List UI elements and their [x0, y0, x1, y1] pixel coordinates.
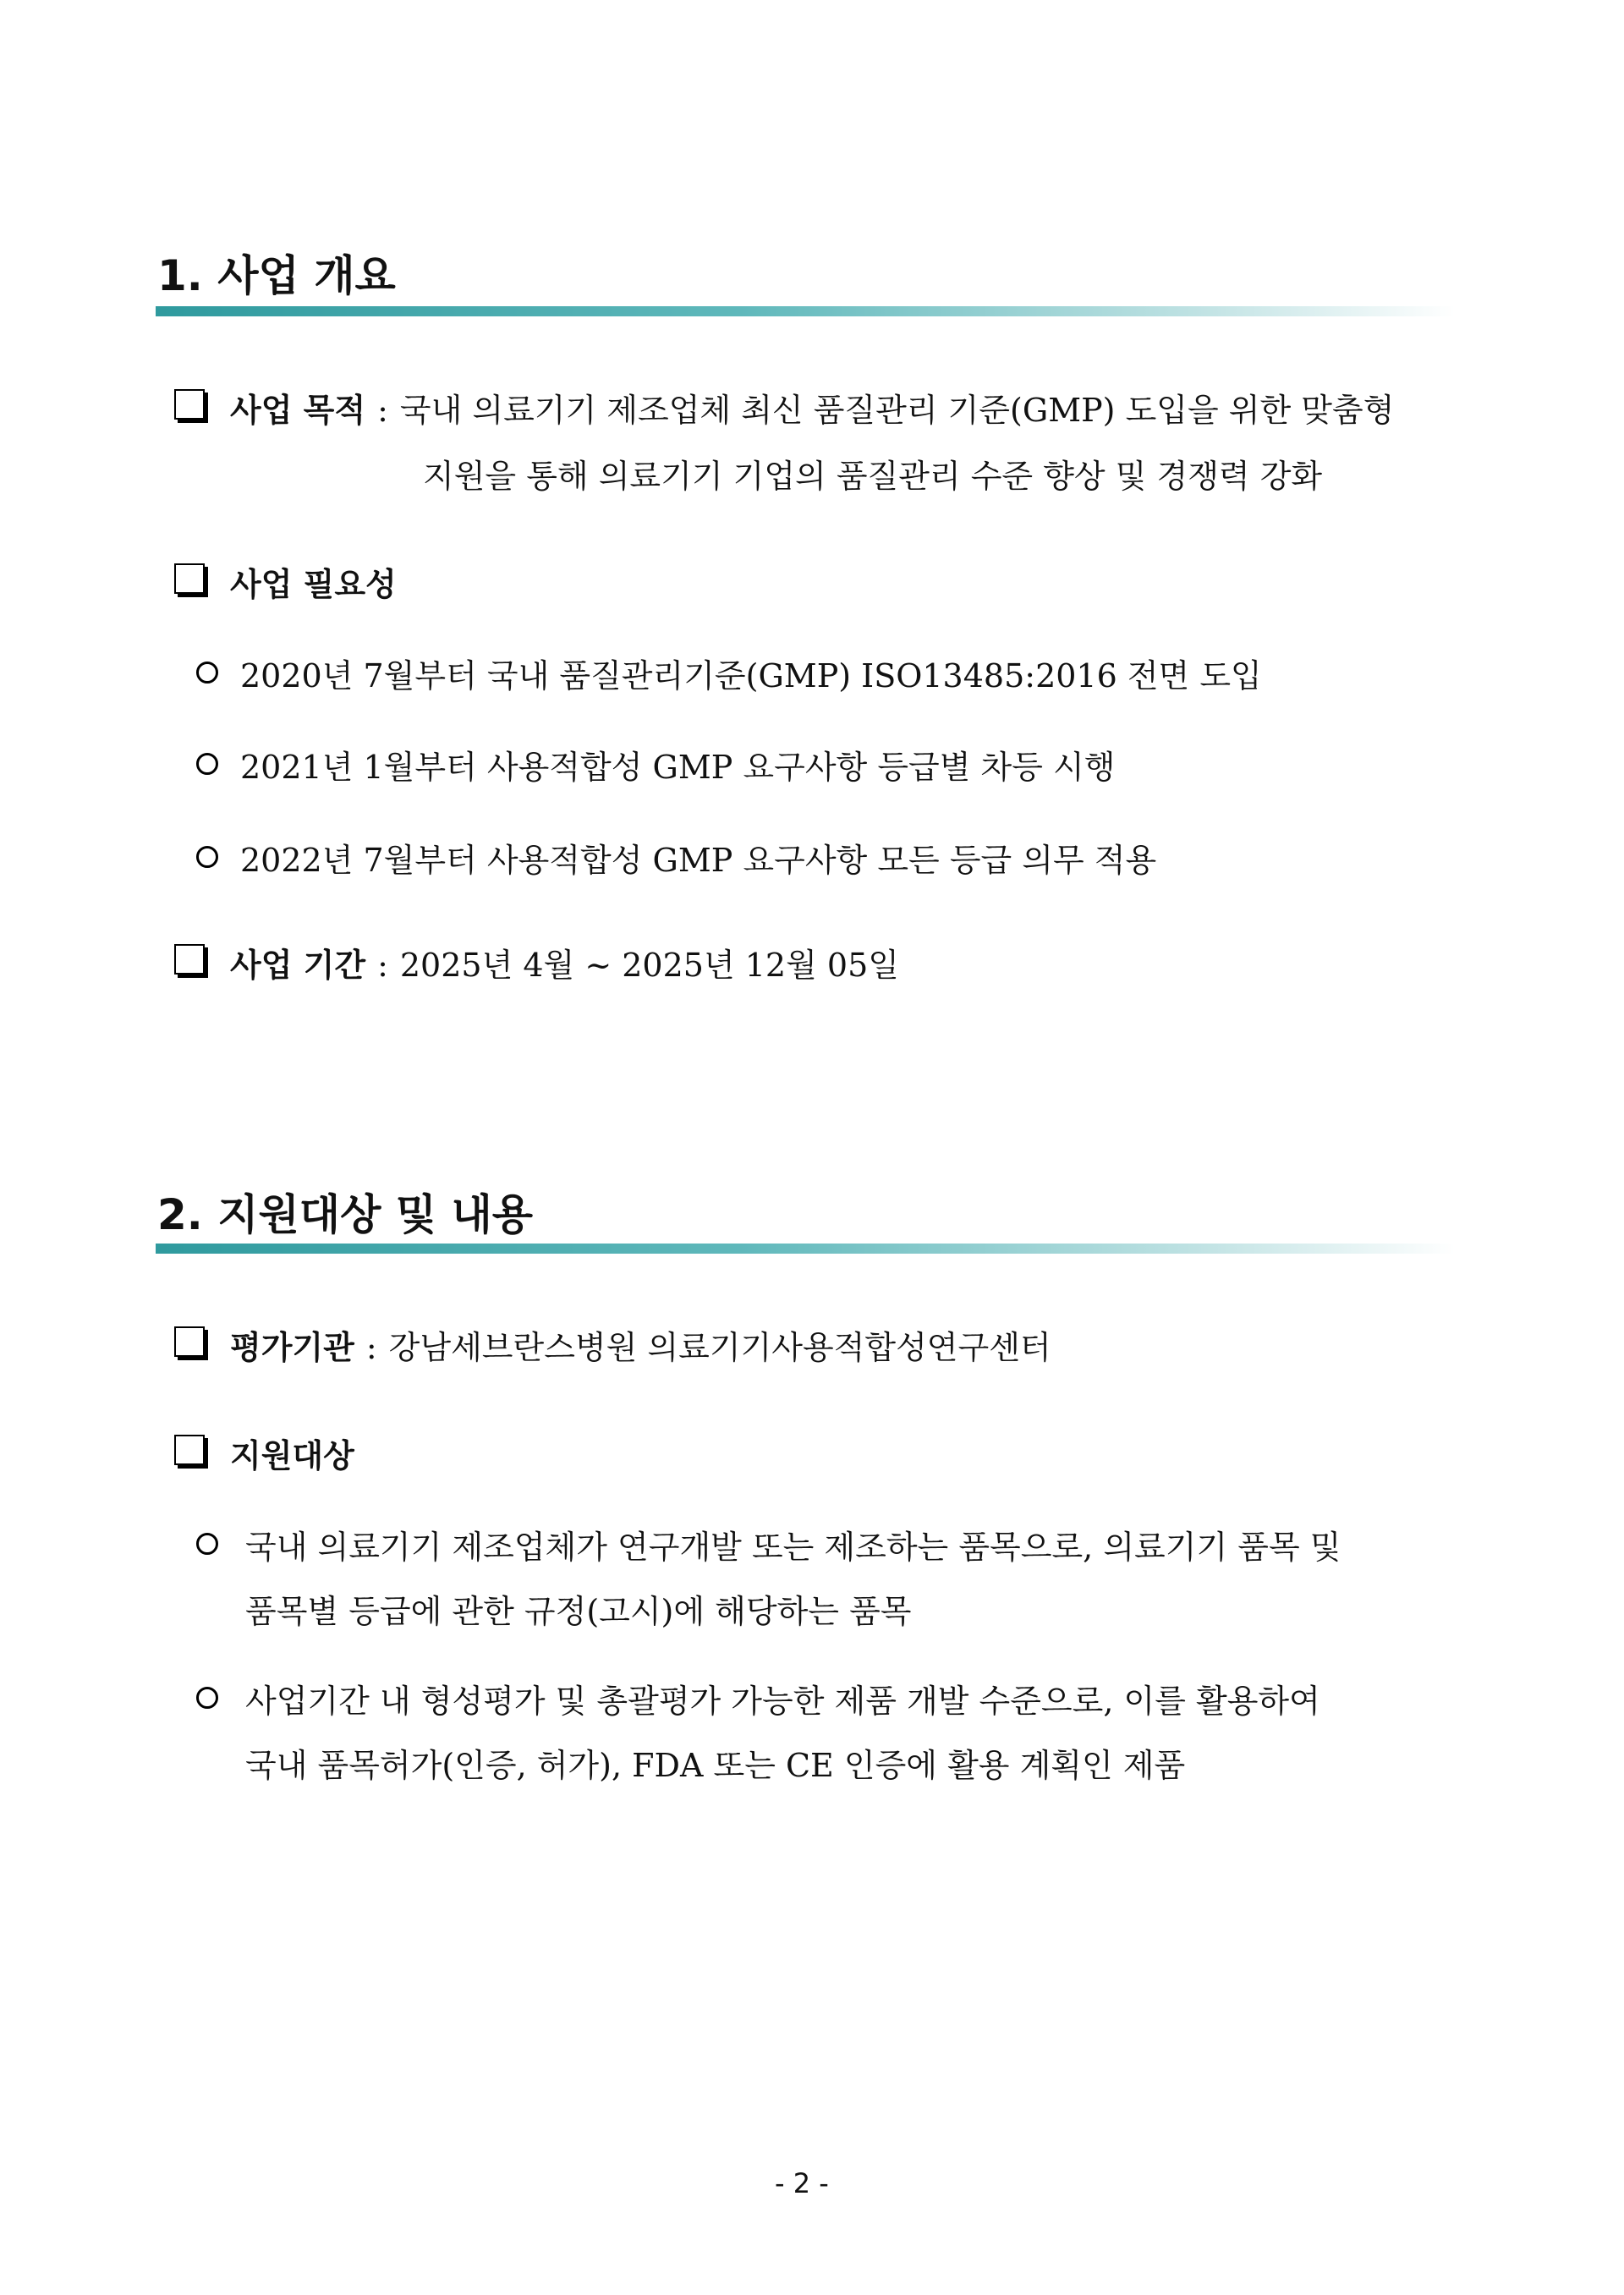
necessity-item-2: 2021년 1월부터 사용적합성 GMP 요구사항 등급별 차등 시행	[240, 749, 1116, 786]
purpose-text-1: 국내 의료기기 제조업체 최신 품질관리 기준(GMP) 도입을 위한 맞춤형	[399, 392, 1395, 429]
agency-colon: :	[365, 1329, 377, 1366]
circle-bullet-icon	[196, 1687, 218, 1709]
page-number: - 2 -	[775, 2167, 829, 2199]
necessity-item-1: 2020년 7월부터 국내 품질관리기준(GMP) ISO13485:2016 전면 도입	[240, 657, 1262, 695]
circle-bullet-icon	[196, 846, 218, 868]
section-1-title: 1. 사업 개요	[157, 251, 396, 300]
target-item-1-line-2: 품목별 등급에 관한 규정(고시)에 해당하는 품목	[245, 1593, 912, 1630]
circle-bullet-icon	[196, 753, 218, 775]
circle-bullet-icon	[196, 662, 218, 684]
target-label: 지원대상	[230, 1437, 354, 1474]
checkbox-square-icon	[174, 389, 205, 420]
purpose-label: 사업 목적	[230, 392, 366, 429]
target-item-1-line-1: 국내 의료기기 제조업체가 연구개발 또는 제조하는 품목으로, 의료기기 품목 및	[245, 1529, 1341, 1566]
necessity-label: 사업 필요성	[230, 566, 397, 603]
checkbox-square-icon	[174, 944, 205, 975]
purpose-line-1	[230, 384, 1394, 431]
period-colon: :	[377, 947, 388, 984]
checkbox-square-icon	[174, 1435, 205, 1465]
section-2-title: 2. 지원대상 및 내용	[157, 1190, 534, 1239]
section-1-rule	[156, 306, 1455, 316]
target-item-2-line-2: 국내 품목허가(인증, 허가), FDA 또는 CE 인증에 활용 계획인 제품	[245, 1747, 1186, 1784]
section-2-rule	[156, 1244, 1455, 1254]
target-item-2-line-1: 사업기간 내 형성평가 및 총괄평가 가능한 제품 개발 수준으로, 이를 활용하여	[245, 1683, 1320, 1720]
checkbox-square-icon	[174, 563, 205, 594]
necessity-item-3: 2022년 7월부터 사용적합성 GMP 요구사항 모든 등급 의무 적용	[240, 842, 1157, 879]
agency-label: 평가기관	[230, 1329, 354, 1366]
period-value: 2025년 4월 ~ 2025년 12월 05일	[399, 947, 899, 984]
purpose-text-2: 지원을 통해 의료기기 기업의 품질관리 수준 향상 및 경쟁력 강화	[423, 458, 1323, 495]
period-line	[230, 939, 899, 986]
checkbox-square-icon	[174, 1326, 205, 1357]
agency-line	[230, 1321, 1051, 1368]
purpose-colon: :	[377, 392, 388, 429]
period-label: 사업 기간	[230, 947, 366, 984]
agency-value: 강남세브란스병원 의료기기사용적합성연구센터	[388, 1329, 1051, 1366]
circle-bullet-icon	[196, 1533, 218, 1555]
